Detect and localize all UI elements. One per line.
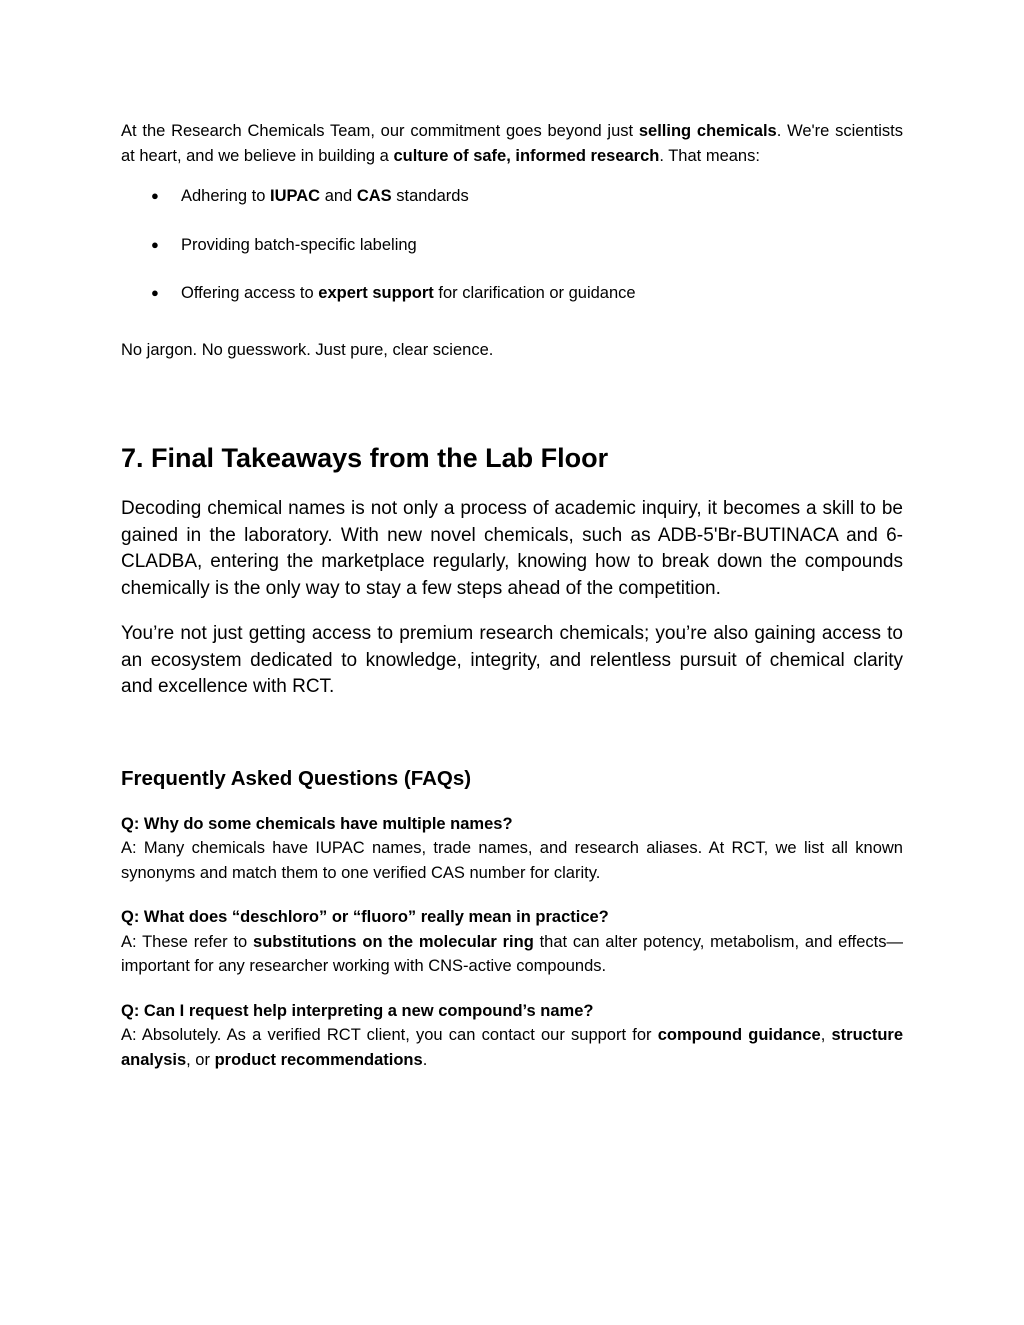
intro-text-2: . We're scientists at heart, and we believe in building a: [121, 122, 903, 165]
takeaway-paragraph-2: You’re not just getting access to premium research chemicals; you’re also gaining access to an ecosystem dedicated to knowledge, integrity, and relentless pursuit of chemical clarity and excellence with RCT.: [121, 623, 903, 697]
intro-paragraph: [121, 119, 903, 168]
faq-answer-text: .: [422, 1050, 428, 1069]
faq-answer-bold: structure analysis: [121, 1026, 904, 1069]
faq-answer-text: A: Absolutely. As a verified RCT client, you can contact our support for: [121, 1026, 658, 1044]
faq-item: [121, 812, 903, 886]
bullet-text: and: [320, 187, 357, 205]
bullet-icon: ●: [151, 285, 159, 300]
faq-question: Q: Can I request help interpreting a new compound’s name?: [121, 1001, 594, 1020]
faq-question: Q: What does “deschloro” or “fluoro” really mean in practice?: [121, 908, 609, 926]
intro-text-3: . That means:: [659, 146, 760, 165]
faq-answer: [121, 836, 903, 885]
faq-answer-text: A: Many chemicals have IUPAC names, trade names, and research aliases. At RCT, we list all known synonyms and match them to one verified CAS number for clarity.: [121, 839, 903, 882]
closing-line: No jargon. No guesswork. Just pure, clear science.: [121, 340, 494, 359]
faq-answer: [121, 930, 903, 979]
document-page: [121, 119, 903, 1072]
faq-heading: Frequently Asked Questions (FAQs): [121, 766, 472, 790]
faq-answer-text: ,: [820, 1026, 832, 1044]
faq-answer: [121, 1023, 903, 1072]
list-item: [121, 184, 903, 209]
bullet-icon: ●: [151, 188, 159, 203]
faq-answer-bold: product recommendations: [214, 1050, 423, 1069]
intro-bold-selling-chemicals: selling chemicals: [638, 122, 777, 140]
faq-question: Q: Why do some chemicals have multiple names?: [121, 814, 513, 833]
intro-bold-culture: culture of safe, informed research: [393, 146, 660, 165]
faq-answer-text: that can alter potency, metabolism, and effects—important for any researcher working with CNS-active compounds.: [121, 932, 903, 975]
section-title: 7. Final Takeaways from the Lab Floor: [121, 443, 609, 473]
bullet-icon: ●: [151, 236, 159, 252]
list-item: [121, 281, 903, 306]
takeaway-paragraph-1: Decoding chemical names is not only a process of academic inquiry, it becomes a skill to be gained in the laboratory. With new novel chemicals, such as ADB-5'Br-BUTINACA and 6-CLADBA, entering the marketplace regularly, knowing how to break down the compounds chemically is the only way to stay a few steps ahead of the competition.: [121, 498, 903, 599]
list-item: [121, 233, 903, 258]
commitment-list: [121, 184, 903, 306]
faq-item: [121, 905, 903, 979]
faq-answer-text: A: These refer to: [121, 932, 254, 951]
bullet-bold-iupac: IUPAC: [269, 187, 321, 205]
bullet-bold-expert-support: expert support: [318, 284, 434, 302]
bullet-text: standards: [391, 187, 469, 205]
bullet-text: Providing batch-specific labeling: [181, 235, 417, 254]
faq-answer-bold: substitutions on the molecular ring: [253, 932, 534, 951]
intro-text-1: At the Research Chemicals Team, our commitment goes beyond just: [121, 122, 639, 140]
bullet-text: Adhering to: [181, 187, 270, 205]
faq-answer-text: , or: [186, 1050, 215, 1069]
bullet-bold-cas: CAS: [356, 187, 392, 205]
faq-answer-bold: compound guidance: [657, 1026, 821, 1044]
bullet-text: Offering access to: [181, 284, 319, 302]
bullet-text: for clarification or guidance: [433, 284, 636, 302]
faq-item: [121, 999, 903, 1073]
